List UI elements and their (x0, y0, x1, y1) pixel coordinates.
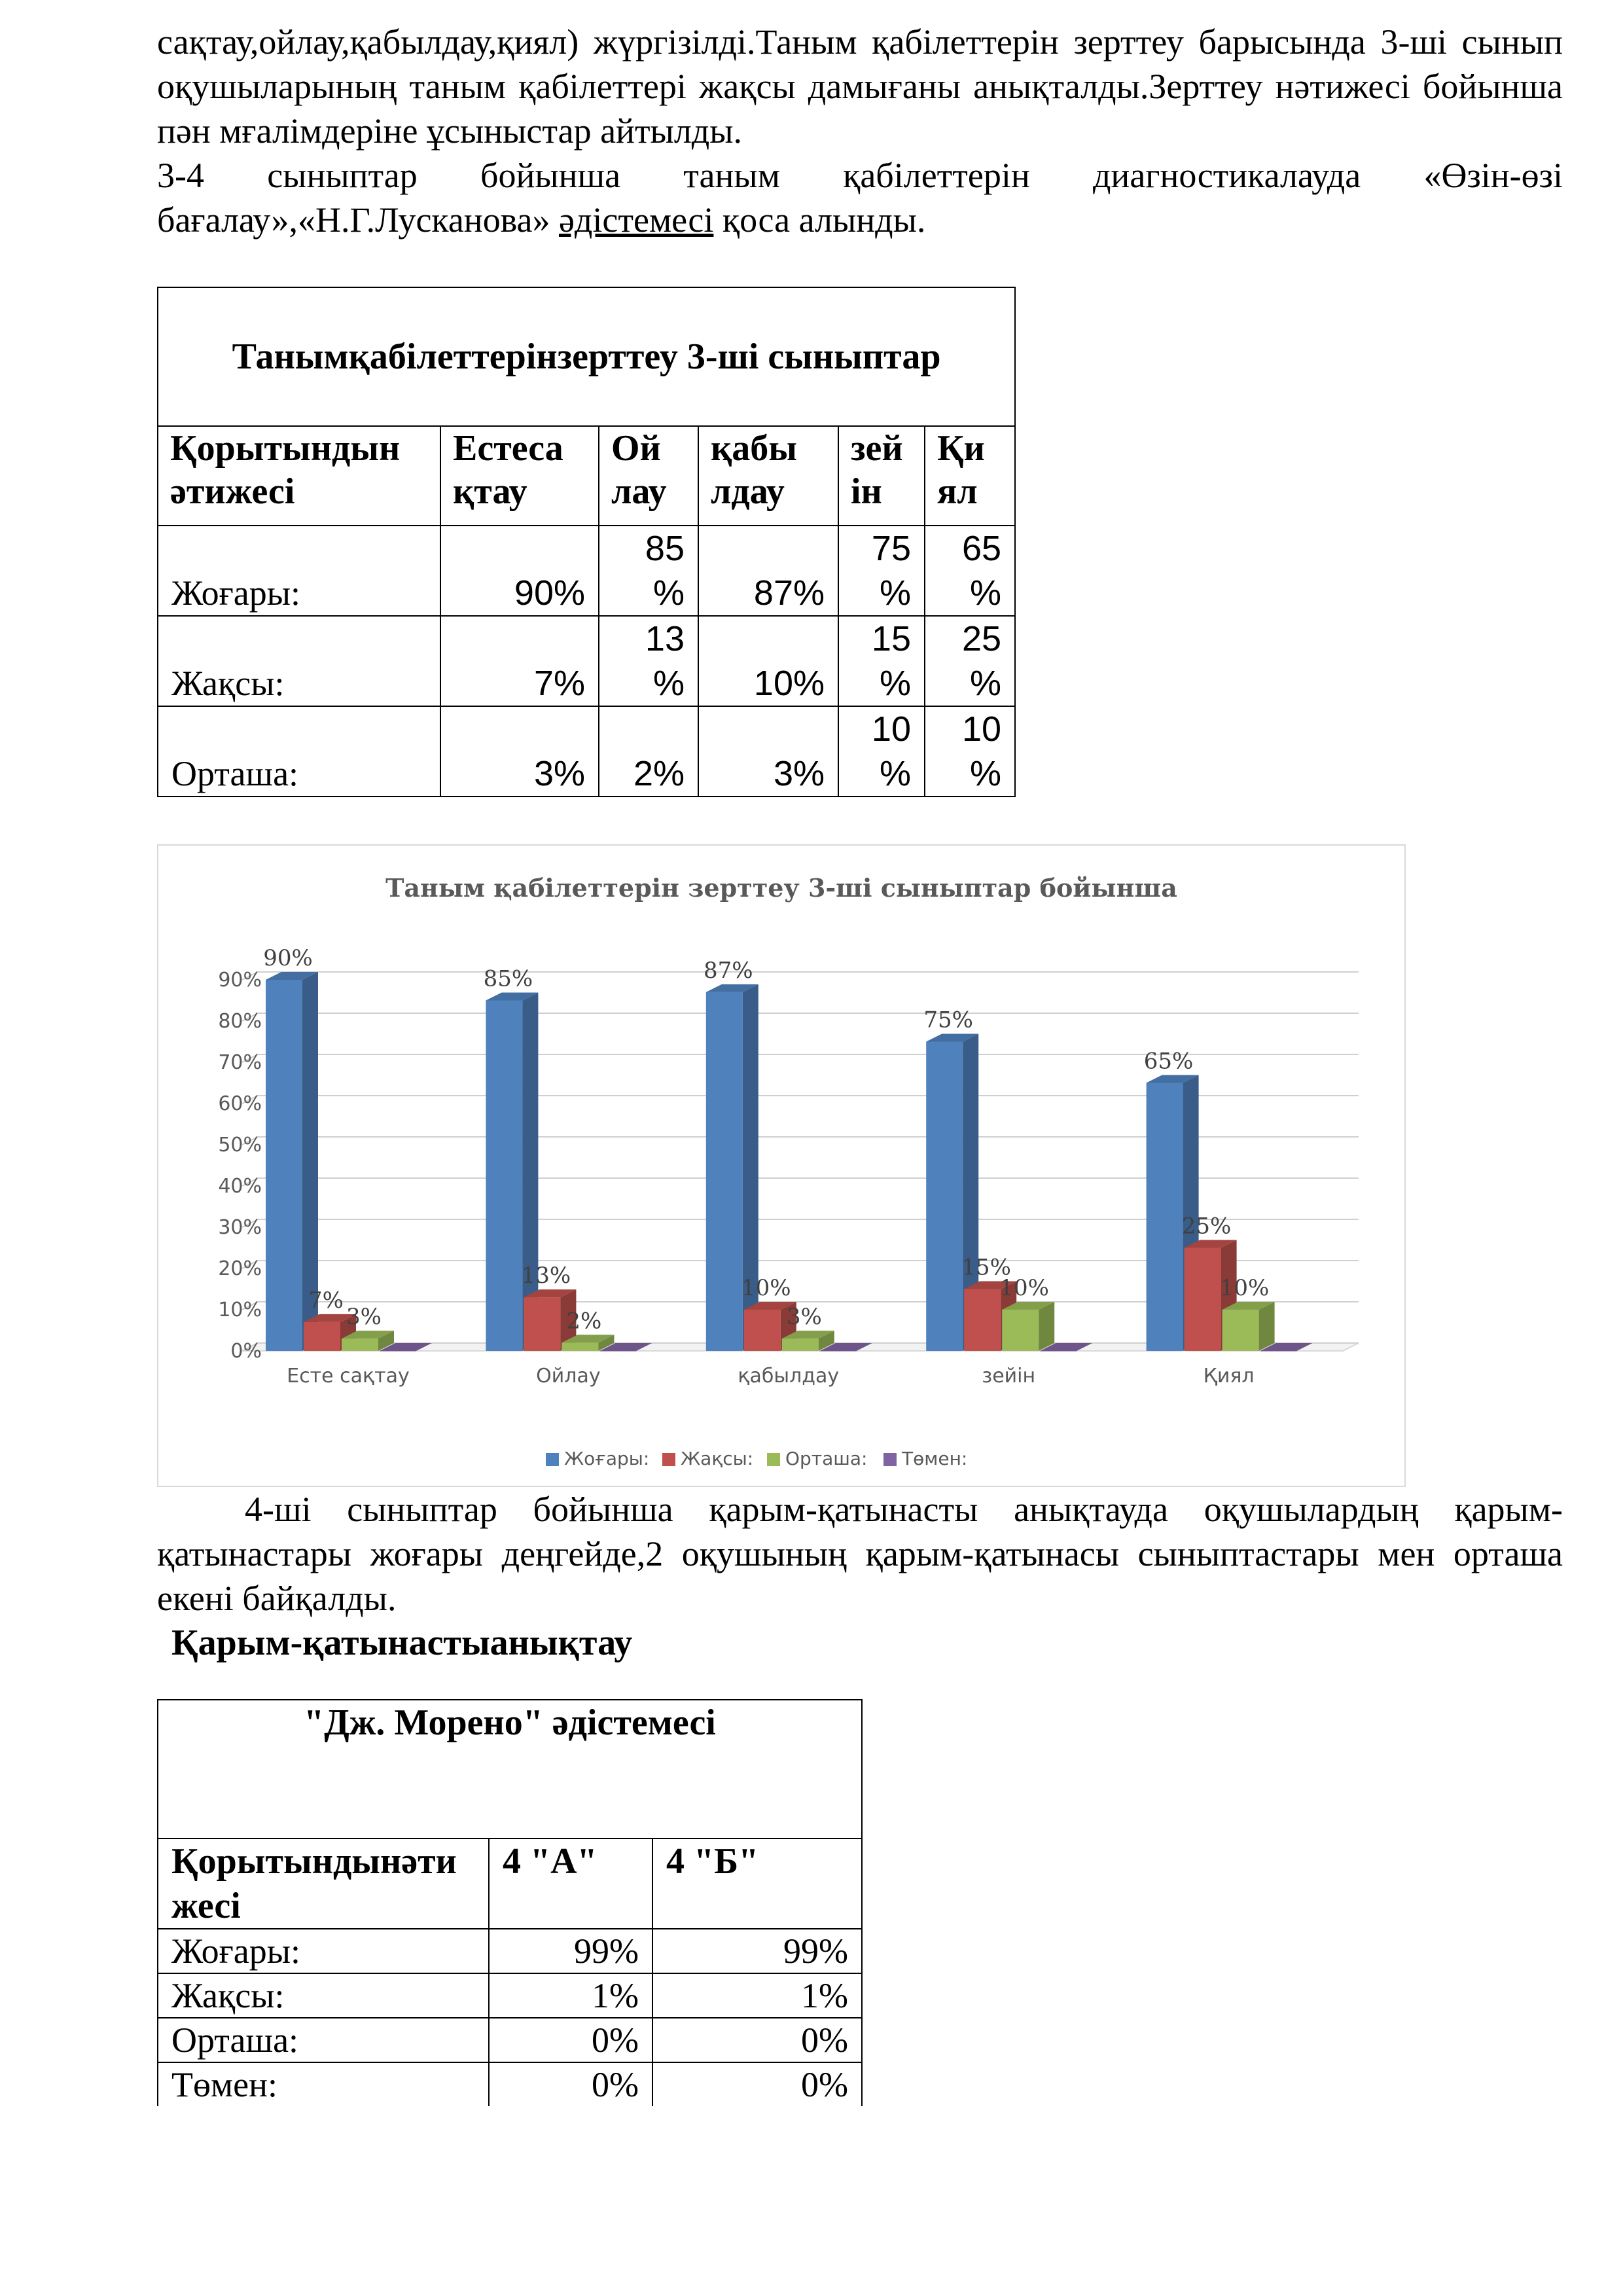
cognitive-abilities-table (157, 287, 1016, 797)
data-label: 90% (263, 945, 313, 971)
data-label: 75% (923, 1007, 973, 1033)
data-label: 15% (961, 1254, 1011, 1281)
legend-swatch (767, 1453, 780, 1466)
row-label: Жоғары: (158, 526, 440, 616)
bar (1147, 1083, 1183, 1352)
table1-caption: Танымқабілеттерінзерттеу 3-ші сыныптар (158, 287, 1015, 426)
table1-header-result: Қорытындын әтижесі (158, 426, 440, 526)
bar (342, 1338, 378, 1351)
cell-value: 87% (698, 526, 838, 616)
row-label: Жоғары: (158, 1929, 489, 1973)
bar (1260, 1351, 1297, 1352)
bar (926, 1042, 963, 1352)
cognitive-abilities-chart (157, 844, 1406, 1487)
legend-label: Жақсы: (681, 1448, 754, 1469)
cell-value: 0% (489, 2018, 652, 2062)
bar (1040, 1351, 1077, 1352)
bar (1002, 1310, 1039, 1351)
bar-side (1039, 1302, 1054, 1351)
cell-value: 13 % (599, 616, 698, 706)
table-row (158, 616, 1015, 706)
legend-label: Жоғары: (564, 1448, 650, 1469)
table-row (158, 2062, 862, 2106)
table1-header-perception: қабы лдау (698, 426, 838, 526)
table1-header-memory: Естеса қтау (440, 426, 599, 526)
table1-header-attention: зей ін (838, 426, 925, 526)
cell-value: 10 % (838, 706, 925, 797)
cell-value: 99% (652, 1929, 862, 1973)
cell-value: 1% (652, 1973, 862, 2018)
intro-paragraph-2-text: 3-4 сыныптар бойынша таным қабілеттерін диагностикалауда «Өзін-өзі бағалау»,«Н.Г.Лусканова» (157, 156, 1563, 240)
data-label: 3% (346, 1304, 382, 1331)
data-label: 25% (1181, 1213, 1232, 1240)
y-tick-label: 30% (218, 1216, 262, 1239)
bar (820, 1351, 857, 1352)
cell-value: 0% (489, 2062, 652, 2106)
y-tick-label: 80% (218, 1010, 262, 1033)
bar (782, 1338, 819, 1351)
cell-value: 2% (599, 706, 698, 797)
table2-header-result: Қорытындынәти жесі (158, 1839, 489, 1929)
chart-svg (158, 846, 1404, 1486)
legend-swatch (662, 1453, 675, 1466)
bar (486, 1001, 522, 1352)
row-label: Жақсы: (158, 616, 440, 706)
x-tick-label: зейін (982, 1365, 1036, 1388)
cell-value: 10 % (925, 706, 1015, 797)
bar (304, 1322, 340, 1351)
bar (266, 980, 302, 1351)
communication-paragraph: 4-ші сыныптар бойынша қарым-қатынасты анықтауда оқушылардың қарым-қатынастары жоғары деңгейде,2 оқушының қарым-қатынасы сыныптастары мен орташа екені байқалды. (157, 1490, 1563, 1618)
table-row (158, 1929, 862, 1973)
bar (562, 1342, 598, 1351)
intro-paragraph-2-end: қоса алынды. (713, 200, 926, 240)
data-label: 7% (308, 1287, 344, 1314)
bar-side (1259, 1302, 1275, 1351)
y-tick-label: 20% (218, 1257, 262, 1280)
legend-swatch (883, 1453, 897, 1466)
cell-value: 0% (652, 2062, 862, 2106)
y-tick-label: 0% (230, 1340, 262, 1363)
row-label: Орташа: (158, 2018, 489, 2062)
data-label: 13% (521, 1263, 571, 1289)
table-row (158, 2018, 862, 2062)
section-heading: Қарым-қатынастыанықтау (171, 1623, 633, 1663)
legend-label: Орташа: (785, 1448, 868, 1469)
moreno-method-table (157, 1699, 863, 2106)
intro-paragraph-1: сақтау,ойлау,қабылдау,қиял) жүргізілді.Таным қабілеттерін зерттеу барысында 3-ші сынып оқушыларының таным қабілеттері жақсы дамығаны анықталды.Зерттеу нәтижесі бойынша пән мғалімдеріне ұсыныстар айтылды. (157, 22, 1563, 151)
y-tick-label: 50% (218, 1134, 262, 1157)
data-label: 10% (741, 1275, 791, 1301)
cell-value: 3% (440, 706, 599, 797)
bar (1185, 1248, 1221, 1352)
cell-value: 25 % (925, 616, 1015, 706)
cell-value: 75 % (838, 526, 925, 616)
cell-value: 99% (489, 1929, 652, 1973)
bar (524, 1297, 560, 1351)
table2-caption: "Дж. Морено" әдістемесі (158, 1700, 862, 1839)
x-tick-label: Ойлау (536, 1365, 601, 1388)
bar (1222, 1310, 1259, 1351)
data-label: 3% (786, 1304, 822, 1331)
y-tick-label: 40% (218, 1175, 262, 1198)
cell-value: 1% (489, 1973, 652, 2018)
y-tick-label: 70% (218, 1051, 262, 1074)
table-row (158, 706, 1015, 797)
x-tick-label: қабылдау (738, 1365, 840, 1388)
table2-header-class-b: 4 "Б" (652, 1839, 862, 1929)
legend-label: Төмен: (902, 1448, 968, 1469)
cell-value: 65 % (925, 526, 1015, 616)
table1-header-thinking: Ой лау (599, 426, 698, 526)
bar (744, 1310, 781, 1351)
row-label: Жақсы: (158, 1973, 489, 2018)
y-tick-label: 10% (218, 1299, 262, 1321)
bar (964, 1289, 1001, 1352)
y-tick-label: 90% (218, 969, 262, 992)
cell-value: 7% (440, 616, 599, 706)
bar (599, 1351, 636, 1352)
legend-swatch (546, 1453, 559, 1466)
cell-value: 90% (440, 526, 599, 616)
data-label: 10% (1219, 1275, 1270, 1301)
bar (706, 992, 743, 1351)
cell-value: 3% (698, 706, 838, 797)
row-label: Орташа: (158, 706, 440, 797)
table2-header-class-a: 4 "А" (489, 1839, 652, 1929)
method-link-text: әдістемесі (558, 200, 714, 240)
cell-value: 0% (652, 2018, 862, 2062)
data-label: 10% (999, 1275, 1049, 1301)
row-label: Төмен: (158, 2062, 489, 2106)
data-label: 2% (566, 1308, 602, 1335)
x-tick-label: Есте сақтау (287, 1365, 410, 1388)
y-tick-label: 60% (218, 1092, 262, 1115)
cell-value: 10% (698, 616, 838, 706)
chart-title: Таным қабілеттерін зерттеу 3-ші сыныптар бойынша (385, 873, 1177, 903)
data-label: 85% (483, 965, 533, 992)
bar (380, 1351, 416, 1352)
table-row (158, 526, 1015, 616)
x-tick-label: Қиял (1203, 1365, 1255, 1388)
intro-paragraph-2 (157, 153, 1563, 242)
cell-value: 15 % (838, 616, 925, 706)
data-label: 65% (1143, 1048, 1194, 1075)
table1-header-imagination: Қи ял (925, 426, 1015, 526)
data-label: 87% (704, 957, 753, 984)
cell-value: 85 % (599, 526, 698, 616)
table-row (158, 1973, 862, 2018)
